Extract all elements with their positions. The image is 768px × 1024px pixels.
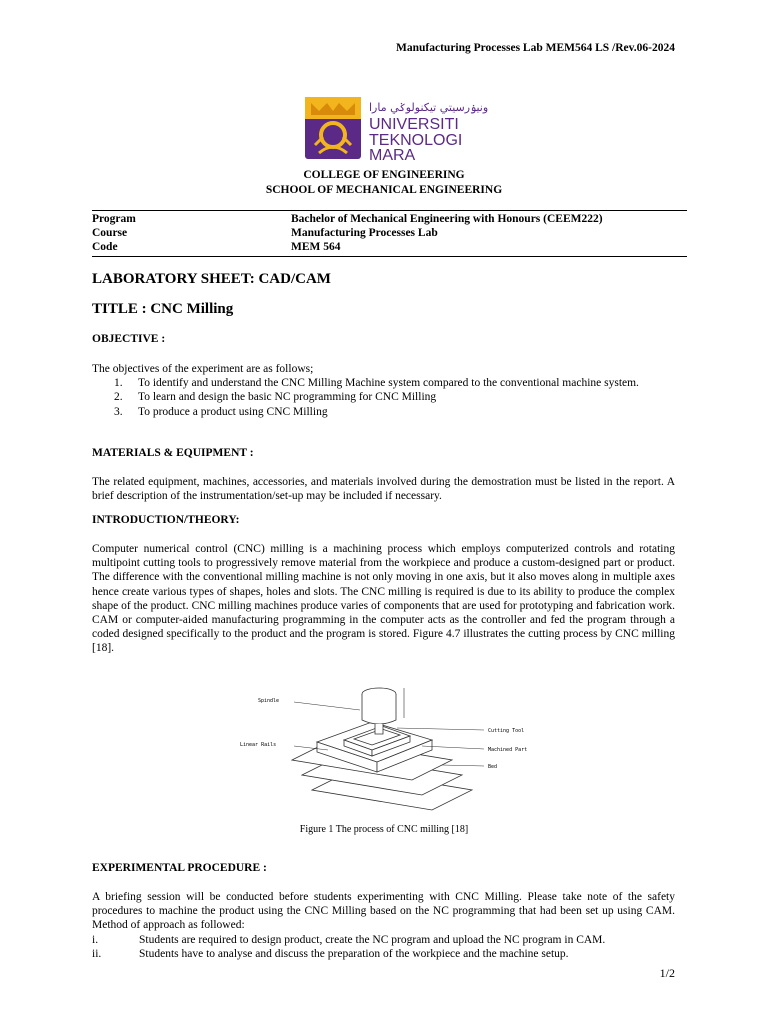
- label-linear-rails: Linear Rails: [240, 742, 277, 748]
- info-row-course: [92, 226, 687, 240]
- label-machined-part: Machined Part: [488, 747, 528, 753]
- figure-caption: Figure 1 The process of CNC milling [18]: [299, 824, 469, 835]
- course-info-table: [92, 210, 687, 257]
- info-key: Course: [92, 227, 128, 239]
- info-row-program: [92, 212, 687, 226]
- list-item: 3. To produce a product using CNC Milling: [114, 405, 328, 418]
- procedure-section: [92, 890, 675, 961]
- title-heading: TITLE : CNC Milling: [92, 301, 234, 317]
- objective-list: [92, 376, 675, 419]
- objective-intro: The objectives of the experiment are as follows;: [92, 363, 314, 375]
- info-key: Code: [92, 241, 118, 253]
- school-line2: SCHOOL OF MECHANICAL ENGINEERING: [265, 183, 503, 196]
- page-number: 1/2: [659, 966, 675, 980]
- lab-sheet-heading: LABORATORY SHEET: CAD/CAM: [92, 271, 331, 287]
- intro-heading: INTRODUCTION/THEORY:: [92, 514, 240, 526]
- uitm-crest-icon: [305, 97, 489, 164]
- list-item: i. Students are required to design product, create the NC program and upload the NC program in CAM.: [92, 933, 606, 946]
- info-value: Bachelor of Mechanical Engineering with Honours (CEEM222): [291, 213, 603, 225]
- list-item: ii. Students have to analyse and discuss the preparation of the workpiece and the machine setup.: [92, 947, 569, 960]
- logo-jawi: ونيۏرسيتي تيكنولوݢي مارا: [369, 101, 489, 114]
- intro-text: Computer numerical control (CNC) milling is a machining process which employs computerized controls and rotating multipoint cutting tools to progressively remove material from the workpiece and produce a custom-designed part or product. The difference with the conventional milling machine is not only moving in one axis, but it also moves along in multiple axes hence create various types of shapes, holes and slots. The CNC milling is required is due to its ability to produce the complex shape of the product. CNC milling machines produce varies of components that are used for prototyping and fabrication work. CAM or computer-aided manufacturing programming in the computer acts as the controller and fed the program through a coded designed specifically to the product and the program is stored. Figure 4.7 illustrates the cutting process by CNC milling [18].: [92, 543, 675, 655]
- info-value: Manufacturing Processes Lab: [291, 227, 438, 239]
- procedure-text: A briefing session will be conducted before students experimenting with CNC Milling. Please take note of the safety procedures to machine the product using the CNC Milling based on the NC programming that had been set up using CAM. Method of approach as followed:: [92, 891, 675, 932]
- procedure-steps: [92, 933, 675, 961]
- label-bed: Bed: [488, 764, 498, 770]
- cnc-milling-figure: [232, 680, 532, 812]
- list-item: 1. To identify and understand the CNC Milling Machine system compared to the conventional machine system.: [114, 377, 639, 390]
- uitm-logo: [305, 97, 489, 164]
- logo-line3: MARA: [369, 147, 416, 164]
- cnc-milling-diagram: [232, 680, 532, 812]
- info-key: Program: [92, 213, 136, 225]
- header-reference: Manufacturing Processes Lab MEM564 LS /Rev.06-2024: [396, 42, 675, 54]
- materials-heading: MATERIALS & EQUIPMENT :: [92, 447, 254, 459]
- logo-line1: UNIVERSITI: [369, 116, 459, 133]
- materials-text: The related equipment, machines, accessories, and materials involved during the demostration must be listed in the report. A brief description of the instrumentation/set-up may be included if necessary.: [92, 476, 675, 503]
- label-spindle: Spindle: [258, 698, 280, 704]
- college-line1: COLLEGE OF ENGINEERING: [303, 169, 465, 181]
- objective-heading: OBJECTIVE :: [92, 333, 166, 345]
- logo-line2: TEKNOLOGI: [369, 132, 463, 149]
- procedure-heading: EXPERIMENTAL PROCEDURE :: [92, 862, 267, 874]
- label-cutting-tool: Cutting Tool: [488, 728, 525, 734]
- list-item: 2. To learn and design the basic NC programming for CNC Milling: [114, 391, 437, 404]
- college-heading: [0, 168, 768, 197]
- objective-section: [92, 362, 675, 419]
- info-row-code: [92, 240, 687, 254]
- info-value: MEM 564: [291, 241, 341, 253]
